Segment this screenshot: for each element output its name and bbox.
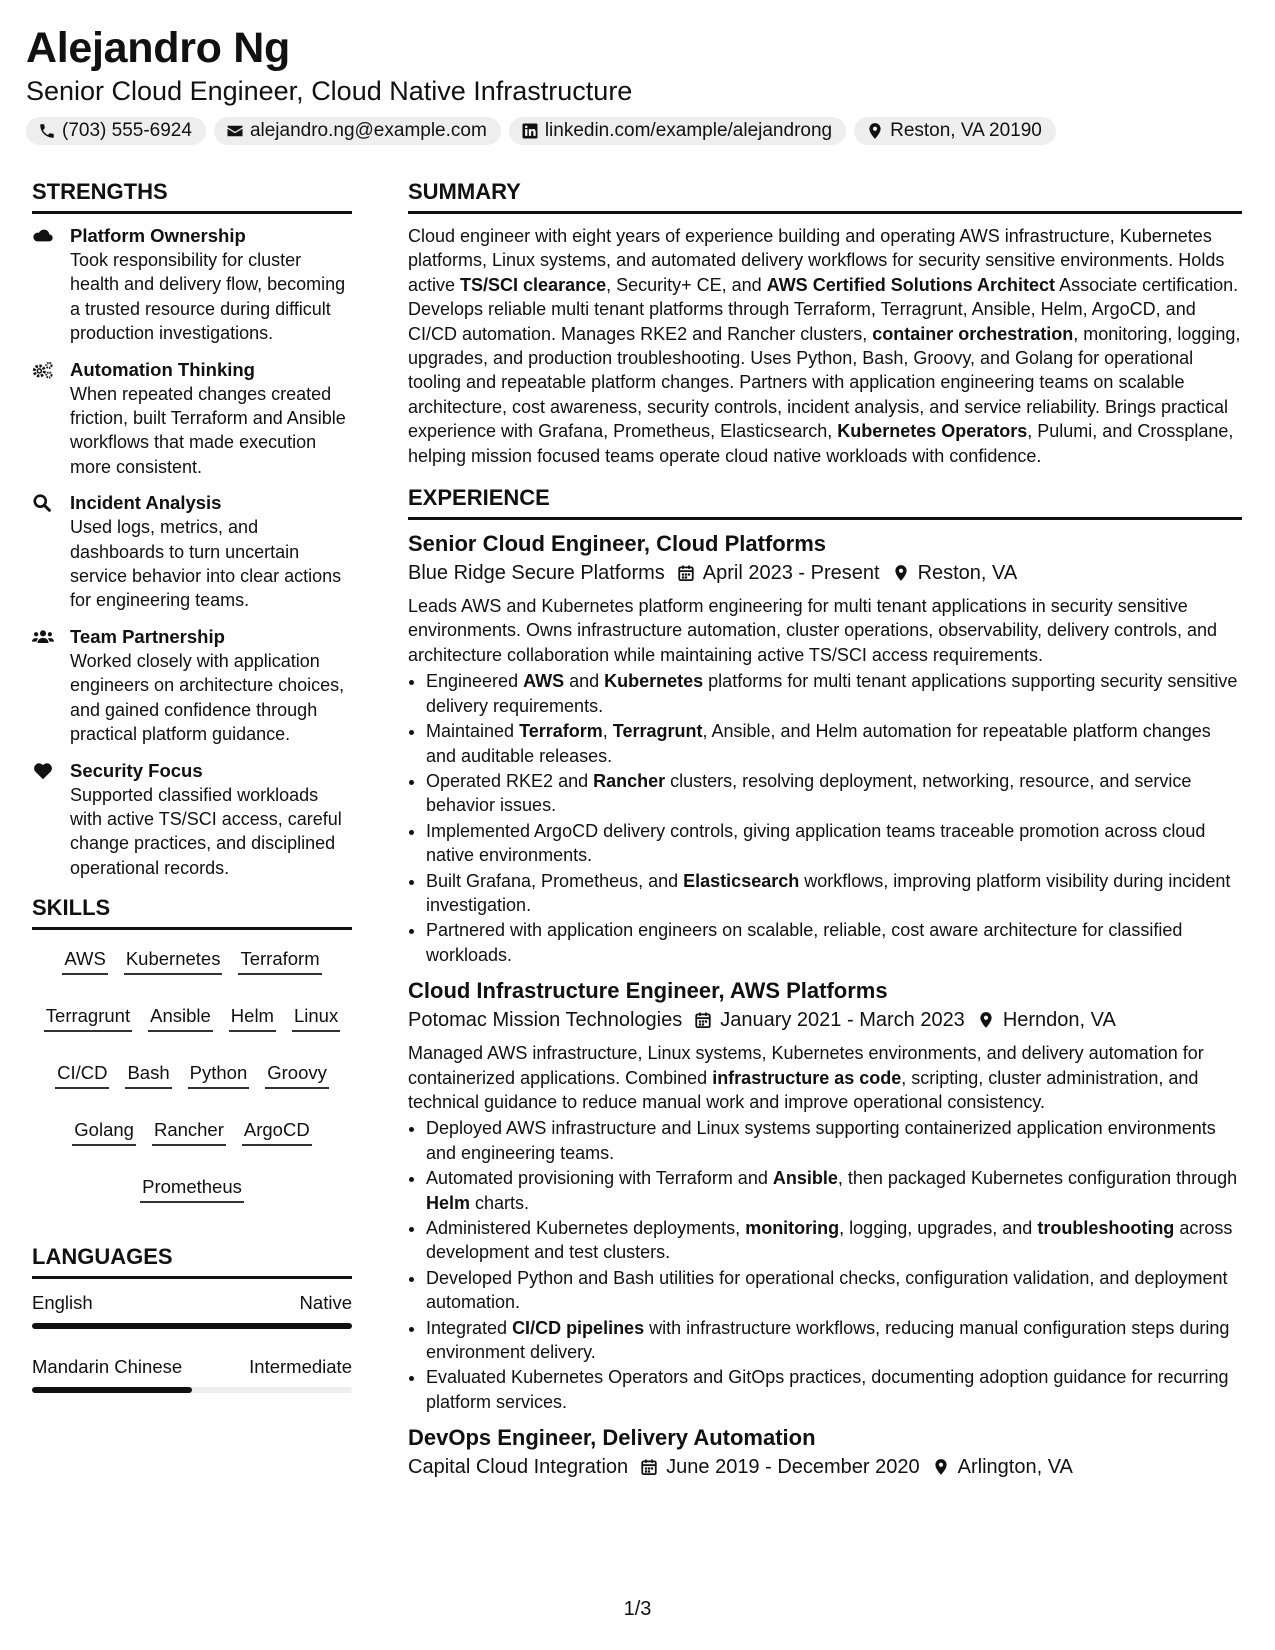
emphasis-text: container orchestration [872,323,1074,344]
strength-item [32,759,352,881]
job-bullet: • Implemented ArgoCD delivery controls, giving application teams traceable promotion across cloud native environments. [426,819,1242,868]
language-level: Native [299,1292,352,1314]
map-pin-icon [932,1458,950,1476]
strength-description: Took responsibility for cluster health and delivery flow, becoming a trusted resource during difficult production investigations. [70,250,346,344]
strength-title: Security Focus [70,759,203,781]
skills-heading: SKILLS [32,894,352,930]
contact-location[interactable] [854,117,1056,145]
strength-title: Team Partnership [70,625,225,647]
language-item [32,1291,352,1329]
skill-tag: Golang [72,1117,136,1146]
skill-tag: ArgoCD [242,1117,312,1146]
job-description: Managed AWS infrastructure, Linux systems, Kubernetes environments, and delivery automation for containerized applications. Combined infrastructure as code, scripting, cluster administration, and technical guidance to reduce manual work and improve operational consistency. [408,1043,1204,1112]
envelope-icon [226,122,244,140]
emphasis-text: monitoring [745,1218,840,1238]
strength-title: Automation Thinking [70,358,255,380]
language-level: Intermediate [249,1356,352,1378]
job-dates: June 2019 - December 2020 [666,1456,920,1479]
job-bullets [408,669,1242,967]
job-company: Capital Cloud Integration [408,1456,629,1479]
emphasis-text: Terraform [519,721,603,742]
skills-list [32,940,352,1203]
skill-tag: Groovy [265,1060,329,1089]
job-company: Blue Ridge Secure Platforms [408,562,665,585]
job-bullet: • Maintained Terraform, Terragrunt, Ansible, and Helm automation for repeatable platform changes and auditable releases. [426,719,1242,768]
strength-title: Incident Analysis [70,492,222,514]
summary-heading: SUMMARY [408,178,1242,214]
skill-tag: Linux [292,1003,340,1032]
job-bullet: • Developed Python and Bash utilities for operational checks, configuration validation, and deployment automation. [426,1266,1242,1315]
skill-tag: Terragrunt [44,1003,132,1032]
contact-linkedin-text: linkedin.com/example/alejandrong [544,120,833,141]
job-bullet: • Partnered with application engineers on scalable, reliable, cost aware architecture for classified workloads. [426,918,1242,967]
skill-tag: AWS [62,946,107,975]
job-bullet: • Administered Kubernetes deployments, monitoring, logging, upgrades, and troubleshooting across development and test clusters. [426,1216,1242,1265]
contact-phone-text: (703) 555-6924 [62,120,192,141]
language-proficiency-bar [32,1387,352,1393]
contact-email-text: alejandro.ng@example.com [249,120,487,141]
language-proficiency-fill [32,1323,352,1329]
job-entry [408,530,1242,967]
emphasis-text: Ansible [772,1168,838,1189]
emphasis-text: CI/CD pipelines [512,1317,645,1338]
skill-tag: Python [188,1060,250,1089]
language-item [32,1355,352,1393]
skill-tag: Rancher [152,1117,226,1146]
language-name: English [32,1292,93,1314]
strength-item [32,224,352,346]
strength-item [32,625,352,747]
job-title: Cloud Infrastructure Engineer, AWS Platforms [408,978,888,1004]
emphasis-text: infrastructure as code [712,1067,902,1088]
job-bullet: • Integrated CI/CD pipelines with infrastructure workflows, reducing manual configuration steps during environment delivery. [426,1316,1242,1365]
language-proficiency-fill [32,1387,192,1393]
users-icon [32,627,54,647]
experience-heading: EXPERIENCE [408,484,1242,520]
skill-tag: Kubernetes [124,946,223,975]
job-meta [408,1452,1242,1482]
candidate-headline: Senior Cloud Engineer, Cloud Native Infrastructure [26,76,633,106]
skill-tag: Prometheus [140,1174,244,1203]
job-bullet: • Automated provisioning with Terraform and Ansible, then packaged Kubernetes configuration through Helm charts. [426,1166,1242,1215]
linkedin-icon [521,122,539,140]
job-dates: April 2023 - Present [702,562,880,585]
gears-icon [32,360,54,380]
strength-item [32,358,352,480]
calendar-icon [694,1011,712,1029]
summary-text: Cloud engineer with eight years of experience building and operating AWS infrastructure, Kubernetes platforms, Linux systems, and automated delivery workflows for security sensitive environments. Holds active TS/SCI clearance, Security+ CE, and AWS Certified Solutions Architect Associate certification. Develops reliable multi tenant platforms through Terraform, Terragrunt, Ansible, Helm, ArgoCD, and CI/CD automation. Manages RKE2 and Rancher clusters, container orchestration, monitoring, logging, upgrades, and production troubleshooting. Uses Python, Bash, Groovy, and Golang for operational tooling and repeatable platform changes. Partners with application engineering teams on scalable architecture, cost awareness, security controls, incident analysis, and service reliability. Brings practical experience with Grafana, Prometheus, Elasticsearch, Kubernetes Operators, Pulumi, and Crossplane, helping mission focused teams operate cloud native workloads with confidence. [408,226,1241,466]
page-number: 1/3 [623,1598,652,1620]
job-title: Senior Cloud Engineer, Cloud Platforms [408,531,827,557]
job-location: Reston, VA [917,562,1018,585]
skill-tag: Ansible [148,1003,213,1032]
job-bullet: • Built Grafana, Prometheus, and Elasticsearch workflows, improving platform visibility during incident investigation. [426,869,1242,918]
job-entry [408,1424,1242,1482]
job-description: Leads AWS and Kubernetes platform engineering for multi tenant applications in security sensitive environments. Owns infrastructure automation, cluster operations, observability, delivery controls, and architecture collaboration while maintaining active TS/SCI access requirements. [408,596,1218,665]
calendar-icon [677,564,695,582]
job-bullet: • Operated RKE2 and Rancher clusters, resolving deployment, networking, resource, and service behavior issues. [426,769,1242,818]
emphasis-text: troubleshooting [1037,1218,1175,1238]
left-column [32,178,352,1419]
map-pin-icon [866,122,884,140]
resume-header [26,22,1256,145]
job-company: Potomac Mission Technologies [408,1009,683,1032]
contact-linkedin[interactable] [509,117,846,145]
strength-item [32,491,352,613]
emphasis-text: AWS [523,671,565,692]
contact-phone[interactable] [26,117,206,145]
job-entry [408,977,1242,1414]
heart-icon [32,761,54,781]
search-icon [32,493,54,513]
map-pin-icon [892,564,910,582]
emphasis-text: TS/SCI clearance [460,274,607,295]
job-bullet: • Evaluated Kubernetes Operators and GitOps practices, documenting adoption guidance for recurring platform services. [426,1365,1242,1414]
strength-description: Worked closely with application engineers on architecture choices, and gained confidence through practical platform guidance. [70,650,345,745]
contact-location-text: Reston, VA 20190 [890,120,1042,141]
emphasis-text: Kubernetes Operators [837,421,1028,442]
job-bullet: • Engineered AWS and Kubernetes platforms for multi tenant applications supporting security sensitive delivery requirements. [426,669,1242,718]
job-bullet: • Deployed AWS infrastructure and Linux systems supporting containerized application environments and engineering teams. [426,1116,1242,1165]
job-meta [408,1005,1242,1035]
language-name: Mandarin Chinese [32,1356,183,1378]
strength-title: Platform Ownership [70,225,246,246]
job-location: Arlington, VA [957,1456,1073,1479]
strength-description: When repeated changes created friction, built Terraform and Ansible workflows that made execution more consistent. [70,383,346,477]
language-proficiency-bar [32,1323,352,1329]
job-meta [408,558,1242,588]
job-location: Herndon, VA [1002,1009,1116,1032]
right-column [408,178,1242,1492]
phone-icon [38,122,56,140]
skill-tag: Helm [229,1003,276,1032]
candidate-name: Alejandro Ng [26,24,290,72]
emphasis-text: AWS Certified Solutions Architect [766,274,1056,295]
map-pin-icon [977,1011,995,1029]
emphasis-text: Kubernetes [604,671,704,692]
contact-email[interactable] [214,117,501,145]
contact-bar [26,117,1256,145]
emphasis-text: Terragrunt [612,721,703,742]
languages-heading: LANGUAGES [32,1243,352,1279]
job-bullets [408,1116,1242,1414]
emphasis-text: Elasticsearch [683,870,800,891]
job-dates: January 2021 - March 2023 [720,1009,965,1032]
emphasis-text: Rancher [593,770,666,791]
skill-tag: Terraform [238,946,321,975]
strength-description: Used logs, metrics, and dashboards to turn uncertain service behavior into clear actions for engineering teams. [70,517,342,611]
strength-description: Supported classified workloads with active TS/SCI access, careful change practices, and disciplined operational records. [70,784,342,878]
cloud-icon [32,226,54,246]
calendar-icon [640,1458,658,1476]
strengths-heading: STRENGTHS [32,178,352,214]
job-title: DevOps Engineer, Delivery Automation [408,1425,816,1451]
emphasis-text: Helm [426,1192,471,1213]
skill-tag: CI/CD [55,1060,109,1089]
skill-tag: Bash [125,1060,171,1089]
